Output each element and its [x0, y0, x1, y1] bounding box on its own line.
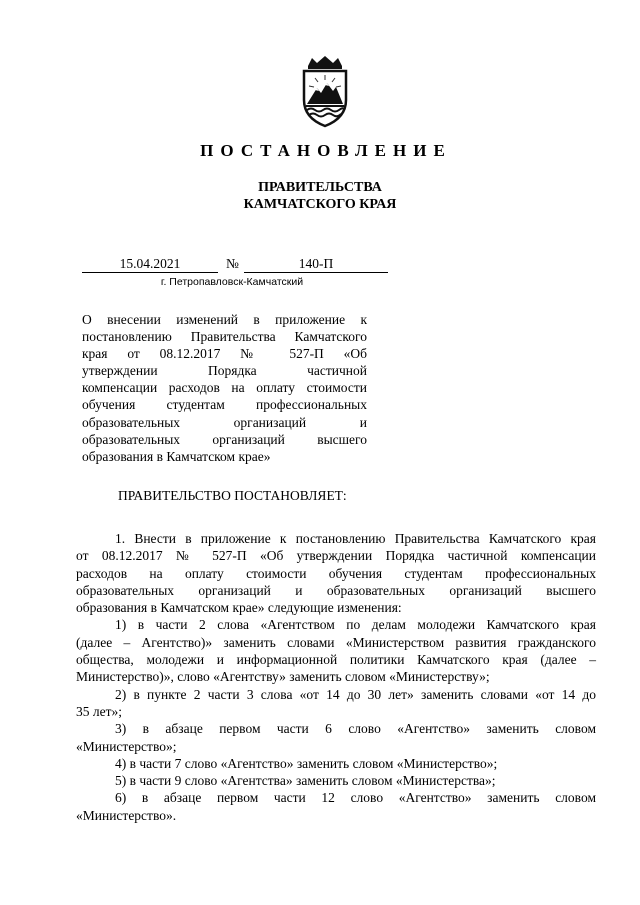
- body-line: 4) в части 7 слово «Агентство» заменить словом «Министерство»;: [115, 755, 498, 771]
- subject-line: обучения студентам профессиональных: [82, 397, 367, 413]
- coat-of-arms-icon: [296, 56, 354, 128]
- body-line: 2) в пункте 2 части 3 слова «от 14 до 30 лет» заменить словами «от 14 до: [115, 686, 596, 702]
- subject-line: постановлению Правительства Камчатского: [82, 329, 367, 345]
- body-line: от 08.12.2017 № 527-П «Об утверждении Порядка частичной компенсации: [76, 548, 596, 564]
- body-line: 3) в абзаце первом части 6 слово «Агентство» заменить словом: [115, 721, 596, 737]
- authority-line-2: КАМЧАТСКОГО КРАЯ: [243, 197, 397, 212]
- place-of-issue: г. Петропавловск-Камчатский: [160, 276, 304, 288]
- body-line: 35 лет»;: [76, 703, 123, 719]
- body-line: образовательных организаций и образовательных организаций высшего: [76, 582, 596, 598]
- subject-line: образования в Камчатском крае»: [82, 448, 271, 464]
- body-line: общества, молодежи и информационной политики Камчатского края (далее –: [76, 652, 596, 668]
- document-subject: [82, 311, 367, 465]
- subject-line: образовательных организаций и: [82, 414, 367, 430]
- document-type-title: ПОСТАНОВЛЕНИЕ: [200, 141, 452, 160]
- body-line: (далее – Агентство)» заменить словами «Министерством развития гражданского: [76, 634, 596, 650]
- subject-line: компенсации расходов на оплату стоимости: [82, 380, 367, 396]
- body-line: 6) в абзаце первом части 12 слово «Агентство» заменить словом: [115, 790, 596, 806]
- body-line: Министерство)», слово «Агентству» заменить словом «Министерству»;: [76, 669, 490, 685]
- body-line: образования в Камчатском крае» следующие изменения:: [76, 600, 402, 616]
- issuing-authority: [0, 179, 640, 213]
- body-line: «Министерство»;: [76, 738, 177, 754]
- body-line: 1. Внести в приложение к постановлению Правительства Камчатского края: [115, 531, 596, 546]
- body-line: 1) в части 2 слова «Агентством по делам молодежи Камчатского края: [115, 617, 596, 633]
- resolution-heading: ПРАВИТЕЛЬСТВО ПОСТАНОВЛЯЕТ:: [118, 488, 347, 503]
- body-line: 5) в части 9 слово «Агентства» заменить словом «Министерства»;: [115, 773, 496, 789]
- subject-line: утверждении Порядка частичной: [82, 363, 367, 379]
- subject-line: края от 08.12.2017 № 527-П «Об: [82, 346, 367, 362]
- authority-line-1: ПРАВИТЕЛЬСТВА: [258, 180, 382, 195]
- document-date: 15.04.2021: [82, 255, 218, 273]
- subject-line: О внесении изменений в приложение к: [82, 312, 367, 327]
- body-line: расходов на оплату стоимости обучения студентам профессиональных: [76, 565, 596, 581]
- subject-line: образовательных организаций высшего: [82, 431, 367, 447]
- number-sign: №: [226, 256, 239, 271]
- body-line: «Министерство».: [76, 807, 177, 823]
- document-body: [76, 530, 596, 824]
- document-number: 140-П: [244, 255, 388, 273]
